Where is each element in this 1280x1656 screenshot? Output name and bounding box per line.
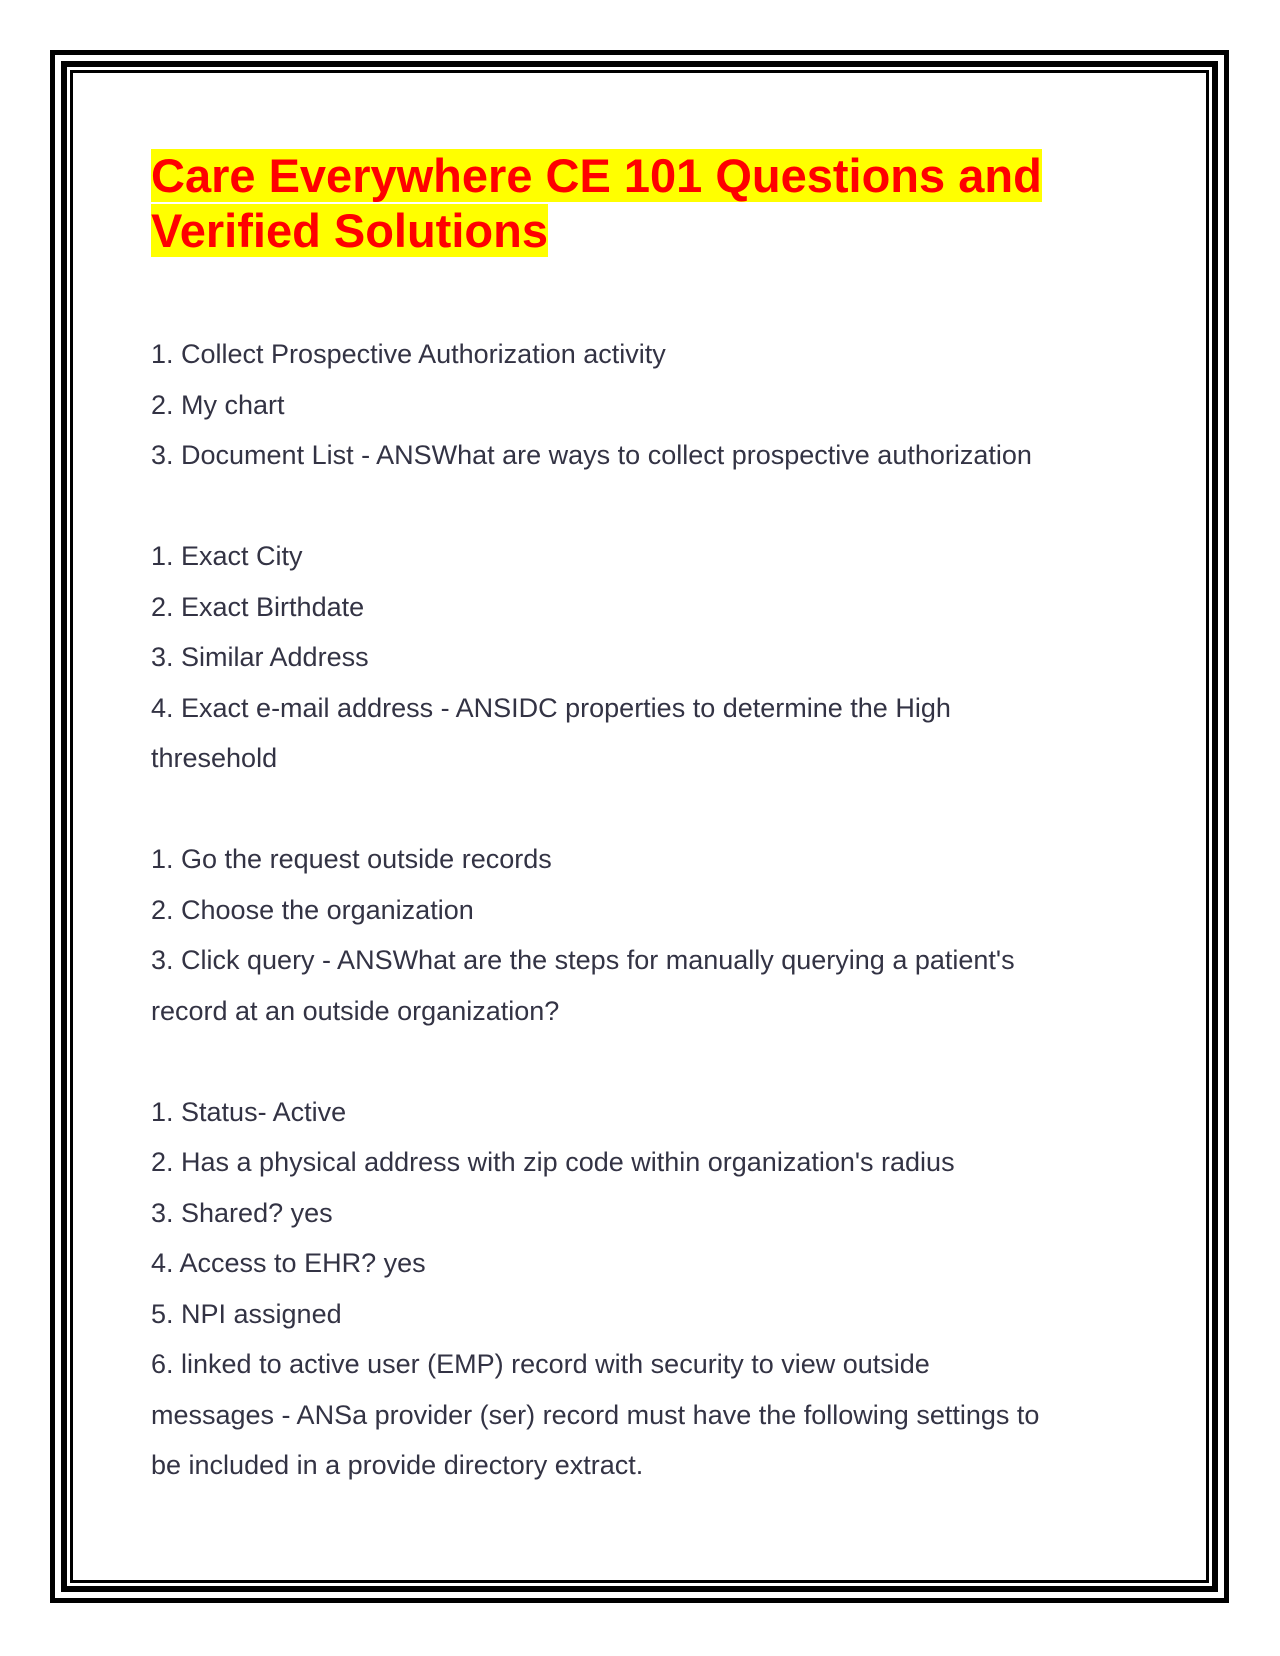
text-line: messages - ANSa provider (ser) record must have the following settings to — [151, 1399, 1040, 1430]
text-line: 2. Exact Birthdate — [151, 591, 365, 622]
title-line-1: Care Everywhere CE 101 Questions and — [151, 149, 1042, 202]
title-line-2: Verified Solutions — [151, 204, 548, 257]
blank-line — [151, 1036, 1131, 1087]
document-title — [151, 148, 1131, 258]
text-line: 5. NPI assigned — [151, 1298, 342, 1329]
text-line: 4. Access to EHR? yes — [151, 1248, 426, 1278]
text-line: 3. Shared? yes — [151, 1197, 333, 1228]
text-line: 1. Go the request outside records — [151, 844, 552, 874]
text-line: 3. Document List - ANSWhat are ways to collect prospective authorization — [151, 440, 1032, 470]
blank-line — [151, 784, 1131, 835]
text-line: 6. linked to active user (EMP) record with security to view outside — [151, 1349, 930, 1379]
text-line: 1. Status- Active — [151, 1096, 347, 1127]
blank-line — [151, 481, 1131, 532]
text-line: record at an outside organization? — [151, 995, 560, 1026]
text-line: be included in a provide directory extract. — [151, 1450, 644, 1480]
text-line: 2. Choose the organization — [151, 894, 474, 925]
text-line: 1. Exact City — [151, 541, 303, 571]
text-line: 3. Click query - ANSWhat are the steps for manually querying a patient's — [151, 945, 1015, 975]
text-line: thresehold — [151, 743, 278, 773]
text-line: 2. My chart — [151, 389, 285, 420]
text-line: 2. Has a physical address with zip code within organization's radius — [151, 1147, 955, 1177]
document-body — [151, 329, 1131, 1491]
text-line: 4. Exact e-mail address - ANSIDC properties to determine the High — [151, 692, 951, 723]
document-content — [151, 148, 1131, 1491]
text-line: 3. Similar Address — [151, 642, 369, 672]
text-line: 1. Collect Prospective Authorization activity — [151, 339, 666, 369]
